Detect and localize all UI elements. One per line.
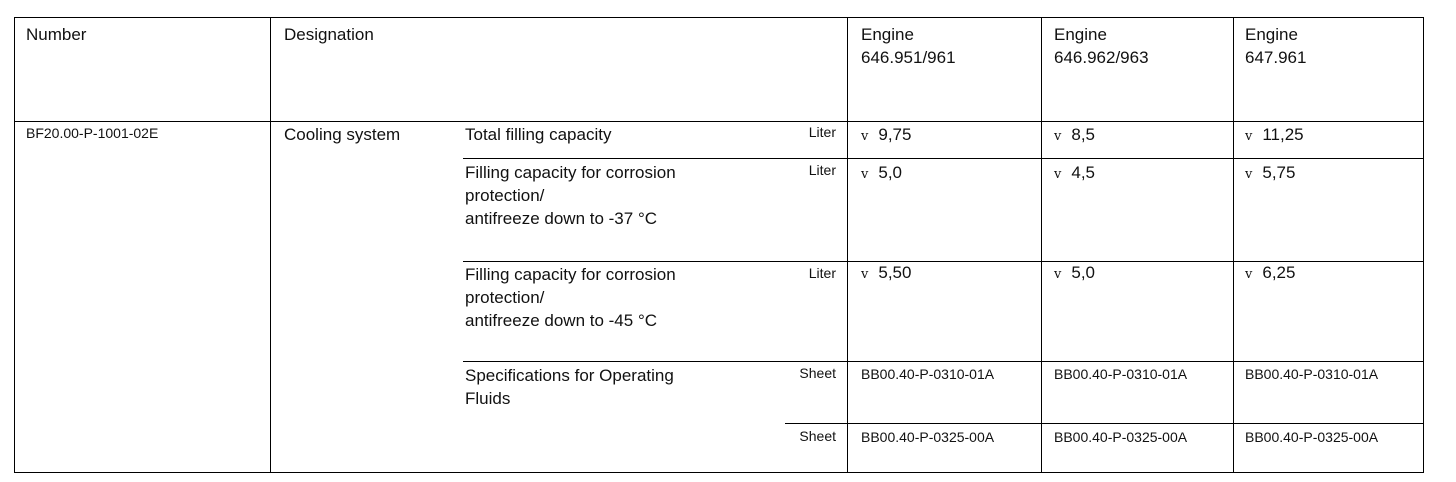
header-engine-model: 647.961 xyxy=(1245,48,1307,67)
v-symbol: v xyxy=(1245,167,1253,182)
value-engine-1 xyxy=(861,261,911,286)
row-label-line: protection/ xyxy=(465,186,545,205)
header-engine-1 xyxy=(861,23,956,69)
value-engine-1: BB00.40-P-0310-01A xyxy=(861,366,995,382)
value-text: 5,50 xyxy=(878,263,912,282)
value-engine-3 xyxy=(1245,261,1295,286)
row-unit: Liter xyxy=(808,162,836,178)
value-engine-1 xyxy=(861,123,911,148)
value-engine-2: BB00.40-P-0310-01A xyxy=(1054,366,1188,382)
row-label xyxy=(465,364,674,410)
value-engine-3 xyxy=(1245,161,1295,186)
row-unit: Sheet xyxy=(799,428,836,444)
v-symbol: v xyxy=(861,167,869,182)
grid-line xyxy=(785,423,1424,424)
row-unit: Liter xyxy=(808,124,836,140)
value-engine-1 xyxy=(861,161,902,186)
v-symbol: v xyxy=(861,267,869,282)
v-symbol: v xyxy=(1054,167,1062,182)
v-symbol: v xyxy=(1245,267,1253,282)
row-label-line: Fluids xyxy=(465,389,511,408)
spec-table xyxy=(14,17,1424,473)
header-engine-label: Engine xyxy=(1054,25,1107,44)
v-symbol: v xyxy=(1054,129,1062,144)
value-engine-3 xyxy=(1245,123,1304,148)
row-label xyxy=(465,263,676,332)
header-designation: Designation xyxy=(284,25,374,44)
header-engine-label: Engine xyxy=(1245,25,1298,44)
section-name: Cooling system xyxy=(284,125,401,144)
row-label-line: protection/ xyxy=(465,288,545,307)
v-symbol: v xyxy=(861,129,869,144)
row-label xyxy=(465,161,676,230)
row-label-line: antifreeze down to -37 °C xyxy=(465,209,658,228)
header-engine-3 xyxy=(1245,23,1306,69)
value-engine-2: BB00.40-P-0325-00A xyxy=(1054,429,1188,445)
row-label-line: antifreeze down to -45 °C xyxy=(465,311,658,330)
header-engine-label: Engine xyxy=(861,25,914,44)
value-text: 8,5 xyxy=(1071,125,1095,144)
v-symbol: v xyxy=(1245,129,1253,144)
section-number: BF20.00-P-1001-02E xyxy=(26,125,159,141)
grid-line xyxy=(270,17,271,473)
row-unit: Sheet xyxy=(799,365,836,381)
row-label-line: Specifications for Operating xyxy=(465,366,674,385)
row-label-line: Filling capacity for corrosion xyxy=(465,265,676,284)
value-engine-2 xyxy=(1054,261,1095,286)
grid-line xyxy=(1233,17,1234,473)
header-engine-model: 646.951/961 xyxy=(861,48,956,67)
row-unit: Liter xyxy=(808,265,836,281)
value-engine-3: BB00.40-P-0310-01A xyxy=(1245,366,1379,382)
row-label-line: Filling capacity for corrosion xyxy=(465,163,676,182)
row-label: Total filling capacity xyxy=(465,125,612,144)
value-engine-3: BB00.40-P-0325-00A xyxy=(1245,429,1379,445)
grid-line xyxy=(847,17,848,473)
value-engine-2 xyxy=(1054,123,1095,148)
value-engine-1: BB00.40-P-0325-00A xyxy=(861,429,995,445)
value-text: 5,75 xyxy=(1262,163,1296,182)
v-symbol: v xyxy=(1054,267,1062,282)
value-engine-2 xyxy=(1054,161,1095,186)
value-text: 5,0 xyxy=(1071,263,1095,282)
grid-line xyxy=(14,121,1424,122)
value-text: 4,5 xyxy=(1071,163,1095,182)
grid-line xyxy=(1041,17,1042,473)
value-text: 11,25 xyxy=(1262,125,1304,144)
value-text: 9,75 xyxy=(878,125,912,144)
grid-line xyxy=(463,361,1424,362)
value-text: 6,25 xyxy=(1262,263,1296,282)
header-engine-model: 646.962/963 xyxy=(1054,48,1149,67)
header-number: Number xyxy=(26,25,87,44)
header-engine-2 xyxy=(1054,23,1149,69)
value-text: 5,0 xyxy=(878,163,902,182)
grid-line xyxy=(463,158,1424,159)
